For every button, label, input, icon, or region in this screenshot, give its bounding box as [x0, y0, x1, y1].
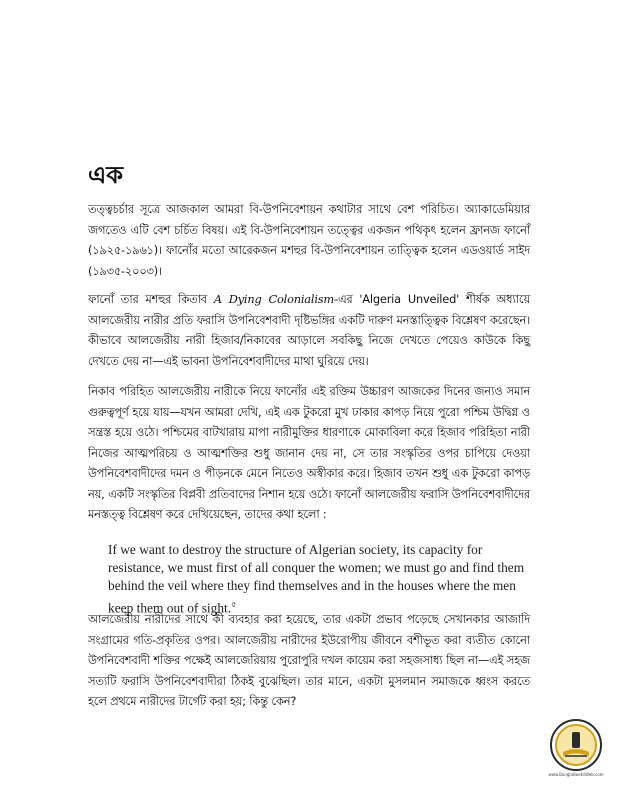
publisher-logo-icon — [549, 718, 603, 772]
quote-text: If we want to destroy the structure of Algerian society, its capacity for resistance, we must first of all conquer the women; we must go and find them behind the veil where they find themselves and in the houses where the men keep them out of sight. — [108, 542, 525, 616]
paragraph-2-rest: -এর 'Algeria Unveiled' শীর্ষক অধ্যায়ে আলজেরীয় নারীর প্রতি ফরাসি উপনিবেশবাদী দৃষ্টিভঙ্গির একটি দারুণ মনস্তাত্ত্বিক বিশ্লেষণ করেছেন। কীভাবে আলজেরীয় নারী হিজাব/নিকাবের আড়ালে সবকিছু নিজে দেখতে পেয়েও কাউকে কিছু দেখতে দেয় না—এই ভাবনা উপনিবেশবাদীদের মাথা ঘুরিয়ে দেয়। — [88, 292, 530, 368]
paragraph-4: আলজেরীয় নারীদের সাথে কী ব্যবহার করা হয়েছে, তার একটা প্রভাব পড়েছে সেখানকার আজাদি সংগ্রামের গতি-প্রকৃতির ওপর। আলজেরীয় নারীদের ইউরোপীয় জীবনে বশীভূত করা ব্যতীত কোনো উপনিবেশবাদী শক্তির পক্ষেই আলজেরিয়ায় পুরোপুরি দখল কায়েম করা সহজসাধ্য ছিল না—এই সহজ সত্যটি ফরাসি উপনিবেশবাদীরা ঠিকই বুঝেছিল। তার মানে, একটা মুসলমান সমাজকে ধ্বংস করতে হলে প্রথমে নারীদের টার্গেট করা হয়; কিন্তু কেন? — [88, 612, 530, 708]
block-quote — [108, 541, 528, 617]
publisher-url: www.BanglaBooksWeb.com — [548, 772, 604, 777]
paragraph-3: নিকাব পরিহিত আলজেরীয় নারীকে নিয়ে ফানোঁর এই রক্তিম উচ্চারণ আজকের দিনের জন্যও সমান গুরুত্বপূর্ণ হয়ে যায়—যখন আমরা দেখি, এই এক টুকরো মুখ ঢাকার কাপড় নিয়ে পুরো পশ্চিম উদ্বিগ্ন ও সন্ত্রস্ত হয়ে ওঠে। পশ্চিমের বাটখারায় মাপা নারীমুক্তির ধারণাকে মোকাবিলা করে হিজাব পরিহিতা নারী নিজের আত্মপরিচয় ও আত্মশক্তির শুধু জানান দেয় না, সে তার সংস্কৃতির ওপর চাপিয়ে দেওয়া উপনিবেশবাদীদের দমন ও পীড়নকে মেনে নিতেও অস্বীকার করে। হিজাব তখন শুধু এক টুকরো কাপড় নয়, একটি সংস্কৃতির বিপ্লবী প্রতিবাদের নিশান হয়ে ওঠে। ফানোঁ আলজেরীয় ফরাসি উপনিবেশবাদীদের মনস্তত্ত্ব বিশ্লেষণ করে দেখিয়েছেন, তাদের কথা হলো : — [88, 384, 530, 521]
chapter-heading: এক — [88, 161, 124, 189]
paragraph-1: তত্ত্বচর্চার সূত্রে আজকাল আমরা বি-উপনিবেশায়ন কথাটার সাথে বেশ পরিচিত। অ্যাকাডেমিয়ার জগতেও এটি বেশ চর্চিত বিষয়। এই বি-উপনিবেশায়ন তত্ত্বের একজন পথিকৃৎ হলেন ফ্রানজ ফানোঁ (১৯২৫-১৯৬১)। ফানোঁর মতো আরেকজন মশহুর বি-উপনিবেশায়ন তাত্ত্বিক হলেন এডওয়ার্ড সাইদ (১৯৩৫-২০০৩)। — [88, 202, 530, 278]
book-title: A Dying Colonialism — [213, 292, 335, 306]
footnote-marker: ৫ — [231, 599, 237, 609]
paragraph-2 — [88, 289, 530, 371]
paragraph-2-lead: ফানোঁ তার মশহুর কিতাব — [88, 292, 214, 306]
